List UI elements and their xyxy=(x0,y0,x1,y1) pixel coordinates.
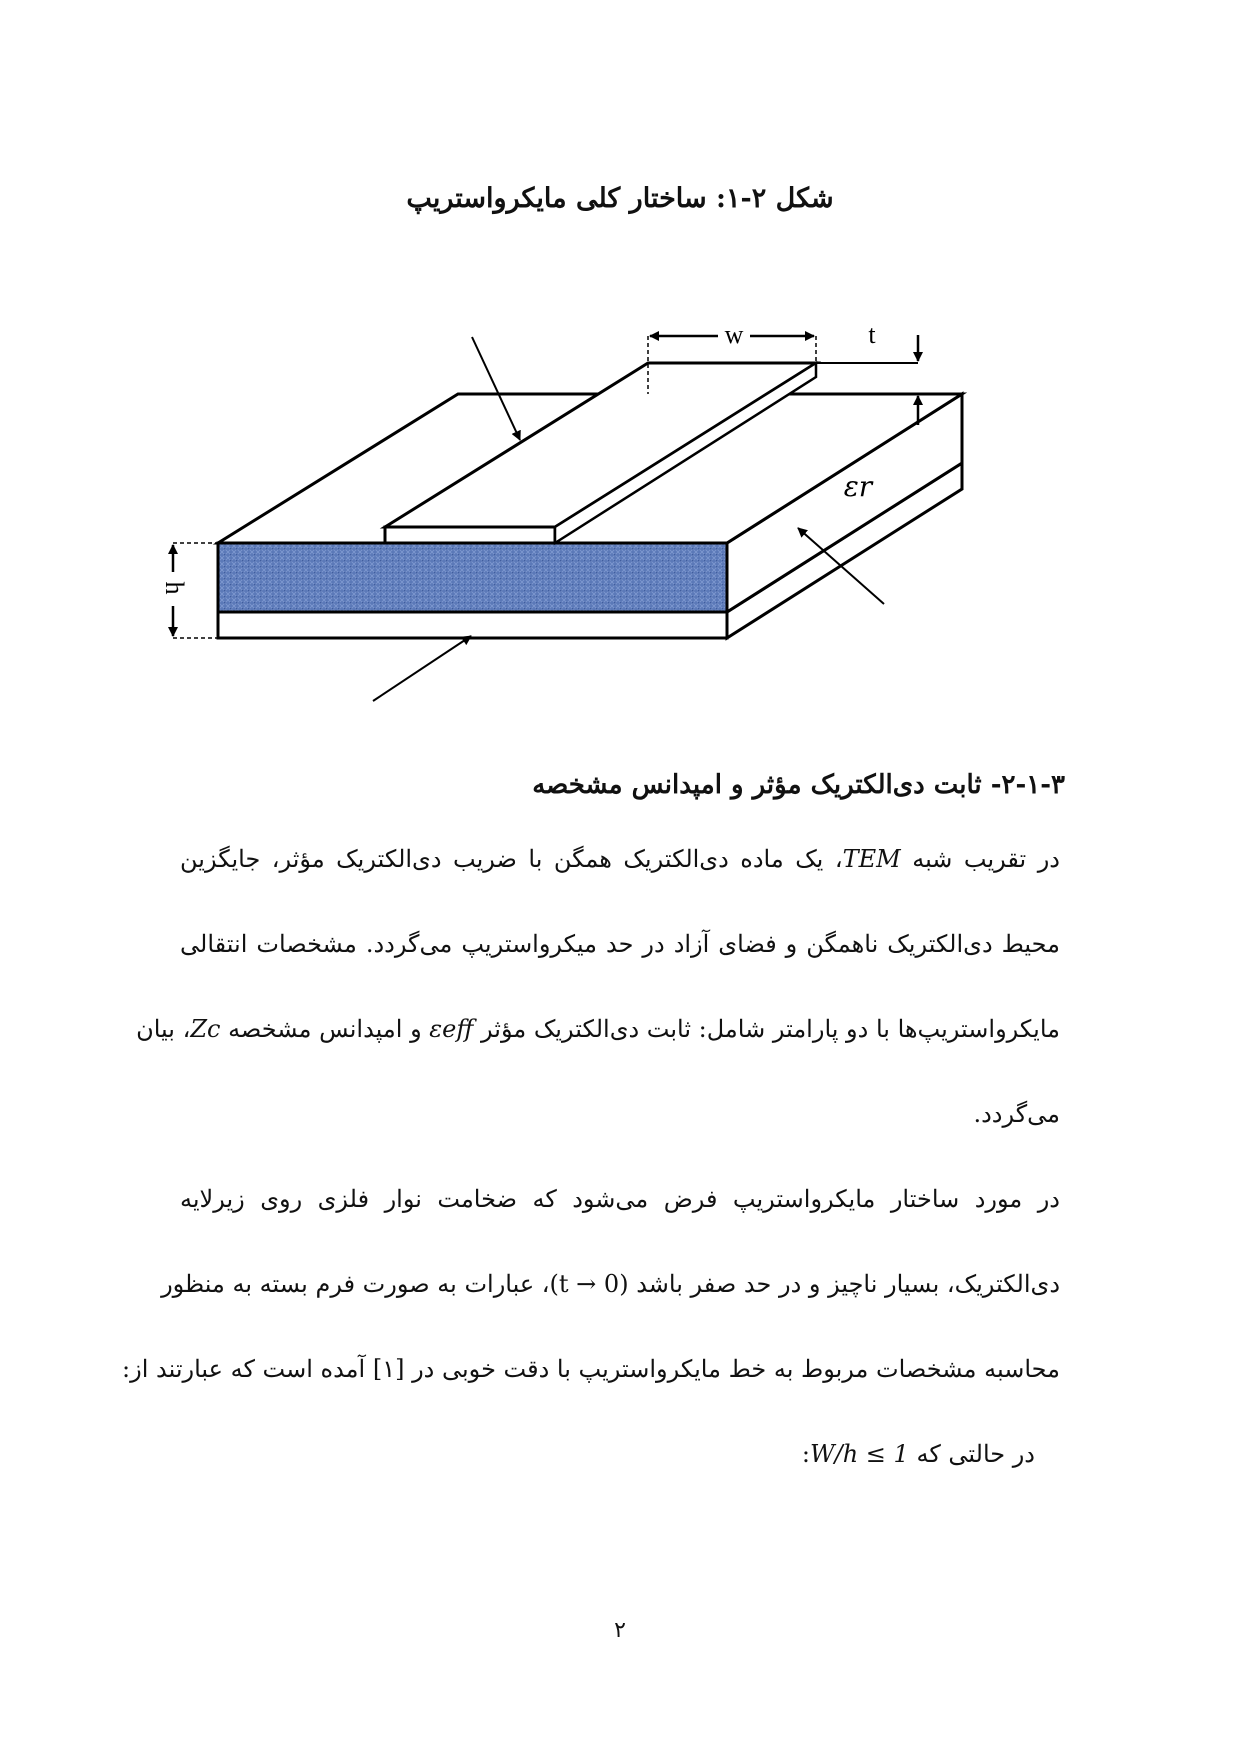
w-over-h-math: W/h ≤ 1 xyxy=(809,1440,909,1468)
figure-caption: شکل ۲-۱: ساختار کلی مایکرواستریپ xyxy=(406,183,834,214)
paragraph1-line2: محیط دی‌الکتریک ناهمگن و فضای آزاد در حد میکرواستریپ می‌گردد. مشخصات انتقالی xyxy=(180,930,1060,958)
p1-l3-text-c: ، بیان xyxy=(136,1015,191,1043)
page-number: ۲ xyxy=(614,1618,626,1643)
section-heading: ۲-۱-۳- ثابت دی‌الکتریک مؤثر و امپدانس مشخصه xyxy=(532,770,1065,800)
p2-l2-text-a: دی‌الکتریک، بسیار ناچیز و در حد صفر باشد xyxy=(628,1270,1060,1298)
p1-l1-text-a: در تقریب شبه xyxy=(900,845,1060,873)
paragraph2-line3: محاسبه مشخصات مربوط به خط مایکرواستریپ با دقت خوبی در [۱] آمده است که عبارتند از: xyxy=(122,1355,1060,1383)
ground-plane-front xyxy=(218,612,727,638)
paragraph1-line3 xyxy=(136,1015,1060,1043)
t-label: t xyxy=(868,320,876,349)
p2-l4-text-b: : xyxy=(801,1440,810,1468)
metal-strip-front xyxy=(385,527,555,543)
p2-l4-text-a: در حالتی که xyxy=(908,1440,1035,1468)
microstrip-structure-diagram xyxy=(155,318,985,710)
p1-l3-text-b: و امپدانس مشخصه xyxy=(220,1015,430,1043)
p1-l1-text-b: ، یک ماده دی‌الکتریک همگن با ضریب دی‌الکتریک مؤثر، جایگزین xyxy=(180,845,843,873)
ground-pointer-arrow xyxy=(373,636,471,701)
t-to-zero-math: (t → 0) xyxy=(549,1270,629,1298)
paragraph1-line1 xyxy=(180,845,1060,873)
tem-math: TEM xyxy=(842,845,901,873)
dielectric-substrate-front xyxy=(218,543,727,612)
p1-l3-text-a: مایکرواستریپ‌ها با دو پارامتر شامل: ثابت دی‌الکتریک مؤثر xyxy=(473,1015,1060,1043)
paragraph2-line4 xyxy=(802,1440,1035,1468)
paragraph2-line2 xyxy=(161,1270,1060,1298)
epsilon-eff-math: εeff xyxy=(429,1015,474,1043)
p2-l2-text-b: ، عبارات به صورت فرم بسته به منظور xyxy=(161,1270,550,1298)
paragraph2-line1: در مورد ساختار مایکرواستریپ فرض می‌شود که ضخامت نوار فلزی روی زیرلایه xyxy=(180,1185,1060,1213)
h-label: h xyxy=(160,581,189,595)
w-label: w xyxy=(724,320,744,349)
paragraph1-line4: می‌گردد. xyxy=(973,1100,1060,1128)
epsilon-r-label: εr xyxy=(843,470,873,503)
zc-math: Zc xyxy=(190,1015,221,1043)
